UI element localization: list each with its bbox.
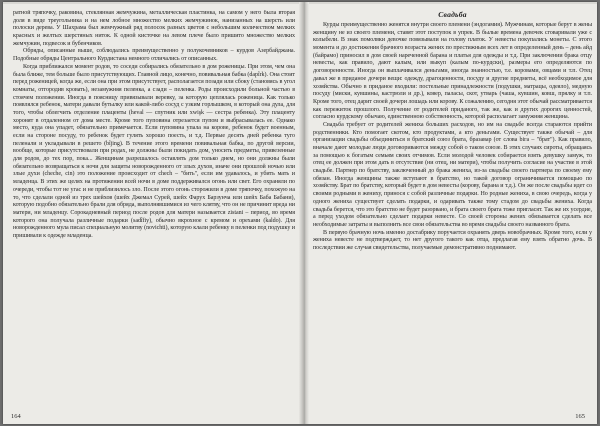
left-paragraph-3: Когда приближался момент родов, то соседи собирались обязательно в дом роженицы. При этом, чем она была ближе, тем больше было присутствующих. Главной лицо, конечно, повивальная бабка (dapîrk). Она стоит перед роженицей, когда же, если она при этом присутствует, располагается позади или сбоку (становясь в угол комнаты, отгородив кровать), незамужняя пеленка, а сзади – пеленка. Роды происходили больной частью в стоячем положении. Иногда в поясницу привязывали веревку, за которую цеплялась роженица. Как только появлялся ребенок, матери давали бутылку или какой-либо сосуд с узким горлышком, в который она дула, для того, чтобы облегчить отделение плаценты (heval — спутник или xwişk — сестра ребенка). Эту плаценту хоронят в отдаленном от дома месте. Кроме того пуповина отрезается пупом и выбрасывалась ее. Однако место, куда она упадет, обязательно примечается. Если пуповина упала на корове, ребенок будет военным, если на стороне посуду, то ребенок будет гулять хорошо поесть, и т.д. Первые десять дней ребенка туго пеленали и укладывали в решето (bîjing). В течение этого времени повивальная бабка, по другой версии, вообще, которые присутствовали при родах, не должны были покидать дом, уносить предметы, привезенные для родов, до тех пор, пока... Женщинам разрешалось оставлять дом только днем, но они должны были обязательно возвращаться к ночи для защиты новорожденного от злых духов, иначе они прошлой ночью или злые духи (cheche, cin) это положение происходит от сheсh – "бить", если им удавалось, и убить мать и младенца. В этих же целях на протяжении всей ночи в доме поддерживался огонь или свет. Его охраняли по очереди, чтобы тот не угас и не приблизилось зло. После этого огонь сторожили в доме тряпочку, похожую на то, что сделали одной из трех шейхов (шейх Джемал Сурей, шейх Фарух Барзунча или шейх Баба Бабани), которую подобно обязательно брали для обряда, выполнявшимися из чего клятву, что он не причинит вреда ни матери, ни младенцу. Сорокадневный период после родов для матери называется zistani – период, во время которого она получала различные подарки (sadîfiy), обычно вкрохное с кремом и орехами (kaldo). Для новорожденного мула писал специальную молитву (novichti), которую клали ребенку в пеленки под подушку и пришивали к одежде младенца. [13,63,295,239]
chapter-heading: Свадьба [438,10,467,19]
left-paragraph-1: ратной тряпочку, раковина, стеклянная жемчужина, металлическая пластинка, на самом у него была вторая доля в виде треугольника и на нем лобное множество мелких жемчужинок, нанизанных на шерсть или полоски дерева. У Шахрама был жемчужный ряд полосок разных цветов с небольшим количеством мелких красных и желтых шерстяных ниток. К одной кисточке на левом плече было пришито множество мелких жемчужин, подвесок и бубенчиков. [13,10,295,47]
right-paragraph-3: В первую брачную ночь именно достабрику поручается охранять дверь новобрачных. Кроме того, если у жениха невесте не подтверждает, то нет другого такого как отца, предлагая ему взять обратно дочь. В последствии же случая свидетельства, получаемые демонстративно поднимают. [313,229,592,251]
book-gutter [299,2,309,424]
right-paragraph-2: Свадьба требует от родителей жениха больших расходов, но им на свадьбе всегда стараются прийти родственники. Кто помогает скотом, кто продуктами, а кто деньгами. Существует также обычай – для организации свадьбы объединиться в братский союз брата, бразавар (от слова biгa – "брат"). Как правило, вначале дают молодые люди договориваются между собой о таком союзе. В этих случаях сироты, обращаясь за помощью к богатым семьям своих отчимов. Если молодой человек собирается взять девушку замуж, то отец ее должен при этом дать в отсутствие (ни отец, ни матери), чтобы получить согласие на участие в этой свадьбе. Партнер по братству, заключенный до брака жениха, из-за свадьбы своего партнера по своему ему обязан. Иногда женщины также вступают в братство, но такой договор ограничивается помощью по хозяйству. Брат по братству, который будет в дом невесты (корову, барана и т.д.). Он же после свадьбы идет со своими родными в жениху, принося с собой различные подарки. Но родные жениха, в свою очередь, когда у одного жениха существует сделать подарки, и одаривать также тому стадом до свадьбы жениха. Когда свадьба берется, что это братство не будет разорвано, и брата своего брата тоже пригласят. Так же их усердие, а перед уходом обязательно сделает подарки невесте. Со своей стороны жених обязывается сделать все необходимые затраты и выполнить все свои обязательства во время свадьбы своего названного брата. [313,121,592,228]
left-page [13,10,295,414]
left-paragraph-2: Обряды, описанные выше, соблюдались преимущественно у полукочевников – курдов Азербайджана. Подобные обряды Центрального Курдистана немного отличались от описанных. [13,48,295,63]
left-page-number: 164 [11,413,21,420]
book-spread [3,2,597,424]
right-page [313,10,592,414]
right-page-number: 165 [575,413,585,420]
right-paragraph-1: Курды преимущественно женятся внутри своего племени (эндогамия). Мужчинам, которые берут в жены женщину не из своего племени, ставят этот поступок в упрек. В былые времена девочек сговаривали уже с колыбели. В знак помолвки девочке повязывали на голову платок. У невесты покупались монеты. С этого момента и до достижения брачного возраста жених по престижным всех лет в определенный день – день айд (байрамо) приносил в дом своей нареченной барана и платья для одежды и т.д. При заключении брака отцу невесты, как правило, дают калым, или выкуп (калым по-курдски), размеры его определяются по договоренности. Иногда он выплачивался деньгами, иногда знанностью, т.е. коровами, овцами и т.п. Отец давал же в приданое дочери вещи: одежду, драгоценности, посуду и другие предметы, всё необходимое для хозяйства. Обычно в приданое входили: постельные принадлежности (подушки, матрацы, одеяло), медную посуду (миски, кувшины, кастрюли и др.), ковер, паласы, скот, утварь (чаша, кувшин, ковш, прялку и т.п. Кроме того, отец дарит своей дочери лошадь или корову. К сожалению, сегодня этот обычай рассматривается как пережиток прошлого. Получение от родителей приданого, так же, как и других дорогих ценностей, согласно курдскому обычаю, единственною собственность, которой располагает замужняя женщина. [313,22,592,121]
